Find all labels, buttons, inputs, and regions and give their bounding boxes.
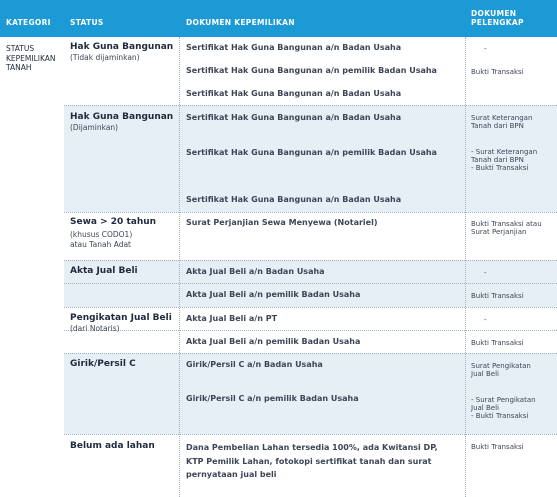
doc-item: Sertifikat Hak Guna Bangunan a/n Badan Usaha — [186, 89, 402, 98]
pelengkap-item: Surat Keterangan Tanah dari BPN — [471, 114, 533, 131]
row-divider — [64, 260, 557, 261]
column-divider — [465, 37, 466, 497]
status-cell — [70, 217, 180, 249]
row-divider — [64, 353, 557, 354]
doc-item: Akta Jual Beli a/n pemilik Badan Usaha — [186, 337, 361, 346]
doc-item: Surat Perjanjian Sewa Menyewa (Notariel) — [186, 218, 378, 227]
status-title: Girik/Persil C — [70, 359, 136, 369]
pelengkap-item: - Surat Pengikatan Jual Beli - Bukti Transaksi — [471, 396, 536, 421]
doc-item: Akta Jual Beli a/n pemilik Badan Usaha — [186, 290, 361, 299]
doc-item: Sertifikat Hak Guna Bangunan a/n pemilik Badan Usaha — [186, 148, 437, 157]
status-cell — [70, 313, 180, 334]
status-title: Hak Guna Bangunan — [70, 42, 174, 52]
doc-item: Sertifikat Hak Guna Bangunan a/n pemilik Badan Usaha — [186, 66, 437, 75]
row-divider — [64, 283, 557, 284]
status-subtitle: (khusus CODO1) atau Tanah Adat — [70, 230, 133, 249]
status-subtitle: (dari Notaris) — [70, 324, 120, 333]
table-header — [0, 0, 557, 37]
kategori-label: STATUS KEPEMILIKAN TANAH — [6, 44, 56, 72]
status-title: Belum ada lahan — [70, 441, 155, 451]
pelengkap-item: Bukti Transaksi — [471, 292, 524, 300]
pelengkap-item: Bukti Transaksi — [471, 443, 524, 451]
pelengkap-item: - — [484, 316, 487, 324]
status-title: Pengikatan Jual Beli — [70, 313, 172, 323]
pelengkap-item: - — [484, 45, 487, 53]
status-subtitle: (Tidak dijaminkan) — [70, 53, 140, 62]
status-title: Hak Guna Bangunan — [70, 112, 174, 122]
header-kategori: KATEGORI — [6, 18, 51, 27]
row-divider — [64, 434, 557, 435]
status-subtitle: (Dijaminkan) — [70, 123, 119, 132]
pelengkap-item: Bukti Transaksi — [471, 339, 524, 347]
pelengkap-item: Bukti Transaksi atau Surat Perjanjian — [471, 220, 542, 237]
pelengkap-item: Surat Pengikatan Jual Beli — [471, 362, 531, 379]
doc-item: Sertifikat Hak Guna Bangunan a/n Badan Usaha — [186, 195, 402, 204]
doc-item: Sertifikat Hak Guna Bangunan a/n Badan Usaha — [186, 43, 402, 52]
status-cell — [70, 441, 180, 452]
status-title: Akta Jual Beli — [70, 266, 138, 276]
status-cell — [70, 266, 180, 277]
pelengkap-item: - — [484, 269, 487, 277]
pelengkap-item: - Surat Keterangan Tanah dari BPN - Bukti Transaksi — [471, 148, 538, 173]
row-divider — [64, 307, 557, 308]
doc-item: Girik/Persil C a/n pemilik Badan Usaha — [186, 394, 359, 403]
status-cell — [70, 42, 180, 63]
doc-item: Akta Jual Beli a/n PT — [186, 314, 278, 323]
doc-item: Sertifikat Hak Guna Bangunan a/n Badan Usaha — [186, 113, 402, 122]
doc-item: Dana Pembelian Lahan tersedia 100%, ada Kwitansi DP, KTP Pemilik Lahan, fotokopi sertifikat tanah dan surat pernyataan jual beli — [186, 443, 438, 479]
doc-item: Akta Jual Beli a/n Badan Usaha — [186, 267, 325, 276]
pelengkap-item: Bukti Transaksi — [471, 68, 524, 76]
row-divider — [64, 105, 557, 106]
doc-item: Girik/Persil C a/n Badan Usaha — [186, 360, 323, 369]
status-cell — [70, 112, 180, 133]
header-dokumen-kepemilikan: DOKUMEN KEPEMILIKAN — [186, 18, 295, 27]
status-cell — [70, 359, 180, 370]
header-dokumen-pelengkap: DOKUMEN PELENGKAP — [471, 9, 524, 27]
row-divider — [64, 212, 557, 213]
status-title: Sewa > 20 tahun — [70, 217, 157, 227]
header-status: STATUS — [70, 18, 104, 27]
